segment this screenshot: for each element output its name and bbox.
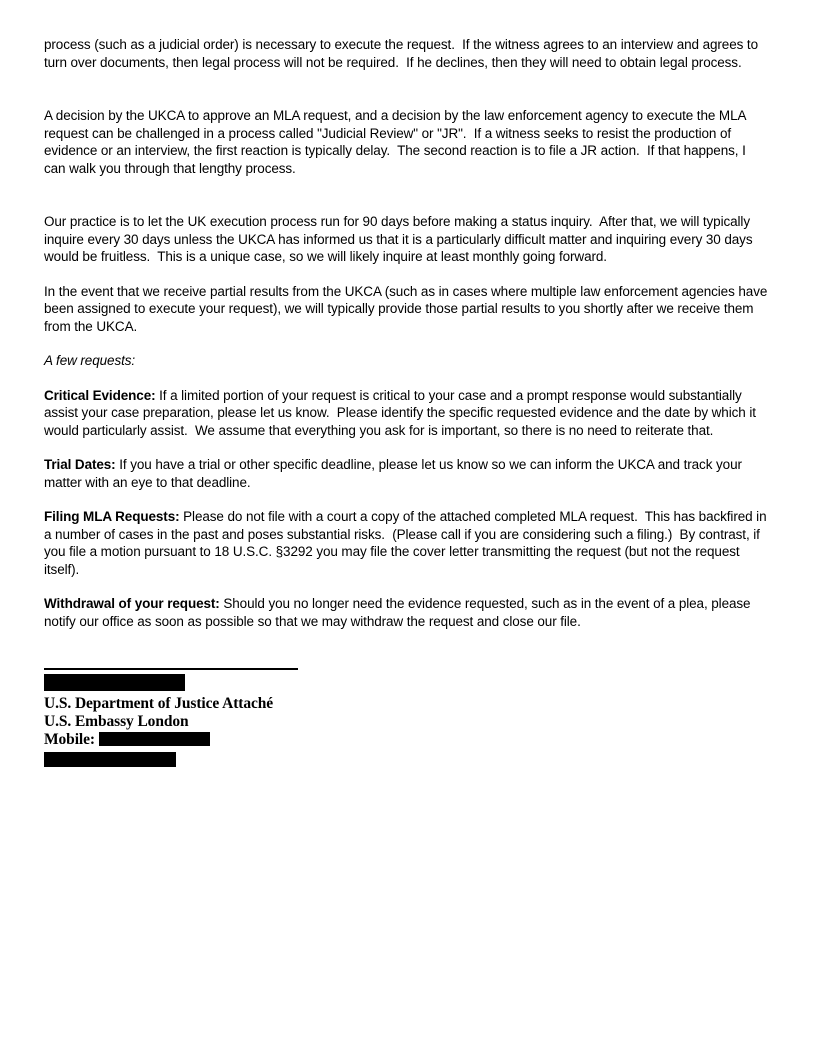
redacted-phone-bar (99, 732, 210, 746)
paragraph-text: Please do not file with a court a copy of the attached completed MLA request. This has backfired in a number of cases in the past and poses substantial risks. (Please call if you are considering such a filing.) By contrast, if you file a motion pursuant to 18 U.S.C. §3292 you may file the cover letter transmitting the request (but not the request itself). (44, 509, 771, 577)
paragraph-critical-evidence (44, 387, 768, 440)
paragraph-text: If a limited portion of your request is critical to your case and a prompt response would substantially assist your case preparation, please let us know. Please identify the specific requested evidence and the date by which it would particularly assist. We assume that everything you ask for is important, so there is no need to reiterate that. (44, 387, 760, 438)
paragraph-partial-results (44, 283, 771, 336)
mobile-label: Mobile: (44, 731, 95, 748)
paragraph-filing-mla-requests (44, 508, 771, 578)
paragraph-text: A decision by the UKCA to approve an MLA request, and a decision by the law enforcement agency to execute the MLA request can be challenged in a process called "Judicial Review" or "JR". If a witness seeks to resist the production of evidence or an interview, the first reaction is typically delay. The second reaction is to file a JR action. If that happens, I can walk you through that lengthy process. (44, 108, 750, 176)
paragraph-label: Trial Dates: (44, 457, 116, 472)
paragraph-text: process (such as a judicial order) is necessary to execute the request. If the witness agrees to an interview and agrees to turn over documents, then legal process will not be required. If he declines, then they will need to obtain legal process. (44, 37, 762, 70)
paragraph-text: Our practice is to let the UK execution process run for 90 days before making a status inquiry. After that, we will typically inquire every 30 days unless the UKCA has informed us that it is a particularly difficult matter and inquiring every 30 days would be fruitless. This is a unique case, so we will likely inquire at least monthly going forward. (44, 214, 757, 264)
paragraph-label: Withdrawal of your request: (44, 596, 220, 611)
paragraph-legal-process (44, 36, 768, 71)
redacted-name-bar (44, 674, 185, 691)
paragraph-text: Should you no longer need the evidence requested, such as in the event of a plea, please notify our office as soon as possible so that we may withdraw the request and close our file. (44, 596, 755, 629)
signature-mobile-line (44, 731, 768, 749)
redacted-email-bar (44, 752, 176, 767)
signature-title: U.S. Department of Justice Attaché (44, 695, 274, 712)
paragraph-text: A few requests: (44, 353, 136, 368)
signature-line (44, 668, 298, 670)
paragraph-withdrawal (44, 595, 768, 630)
paragraph-label: Critical Evidence: (44, 387, 156, 403)
paragraph-text: In the event that we receive partial results from the UKCA (such as in cases where multiple law enforcement agencies have been assigned to execute your request), we will typically provide those partial results to you shortly after we receive them from the UKCA. (44, 283, 771, 334)
paragraph-status-inquiry (44, 213, 768, 266)
signature-organization: U.S. Embassy London (44, 713, 189, 730)
paragraph-text: If you have a trial or other specific deadline, please let us know so we can inform the UKCA and track your matter with an eye to that deadline. (44, 457, 746, 490)
paragraph-judicial-review (44, 107, 768, 177)
document-page (44, 36, 771, 767)
paragraph-trial-dates (44, 456, 768, 491)
paragraph-a-few-requests (44, 352, 768, 370)
signature-block (44, 668, 768, 767)
paragraph-label: Filing MLA Requests: (44, 509, 180, 524)
